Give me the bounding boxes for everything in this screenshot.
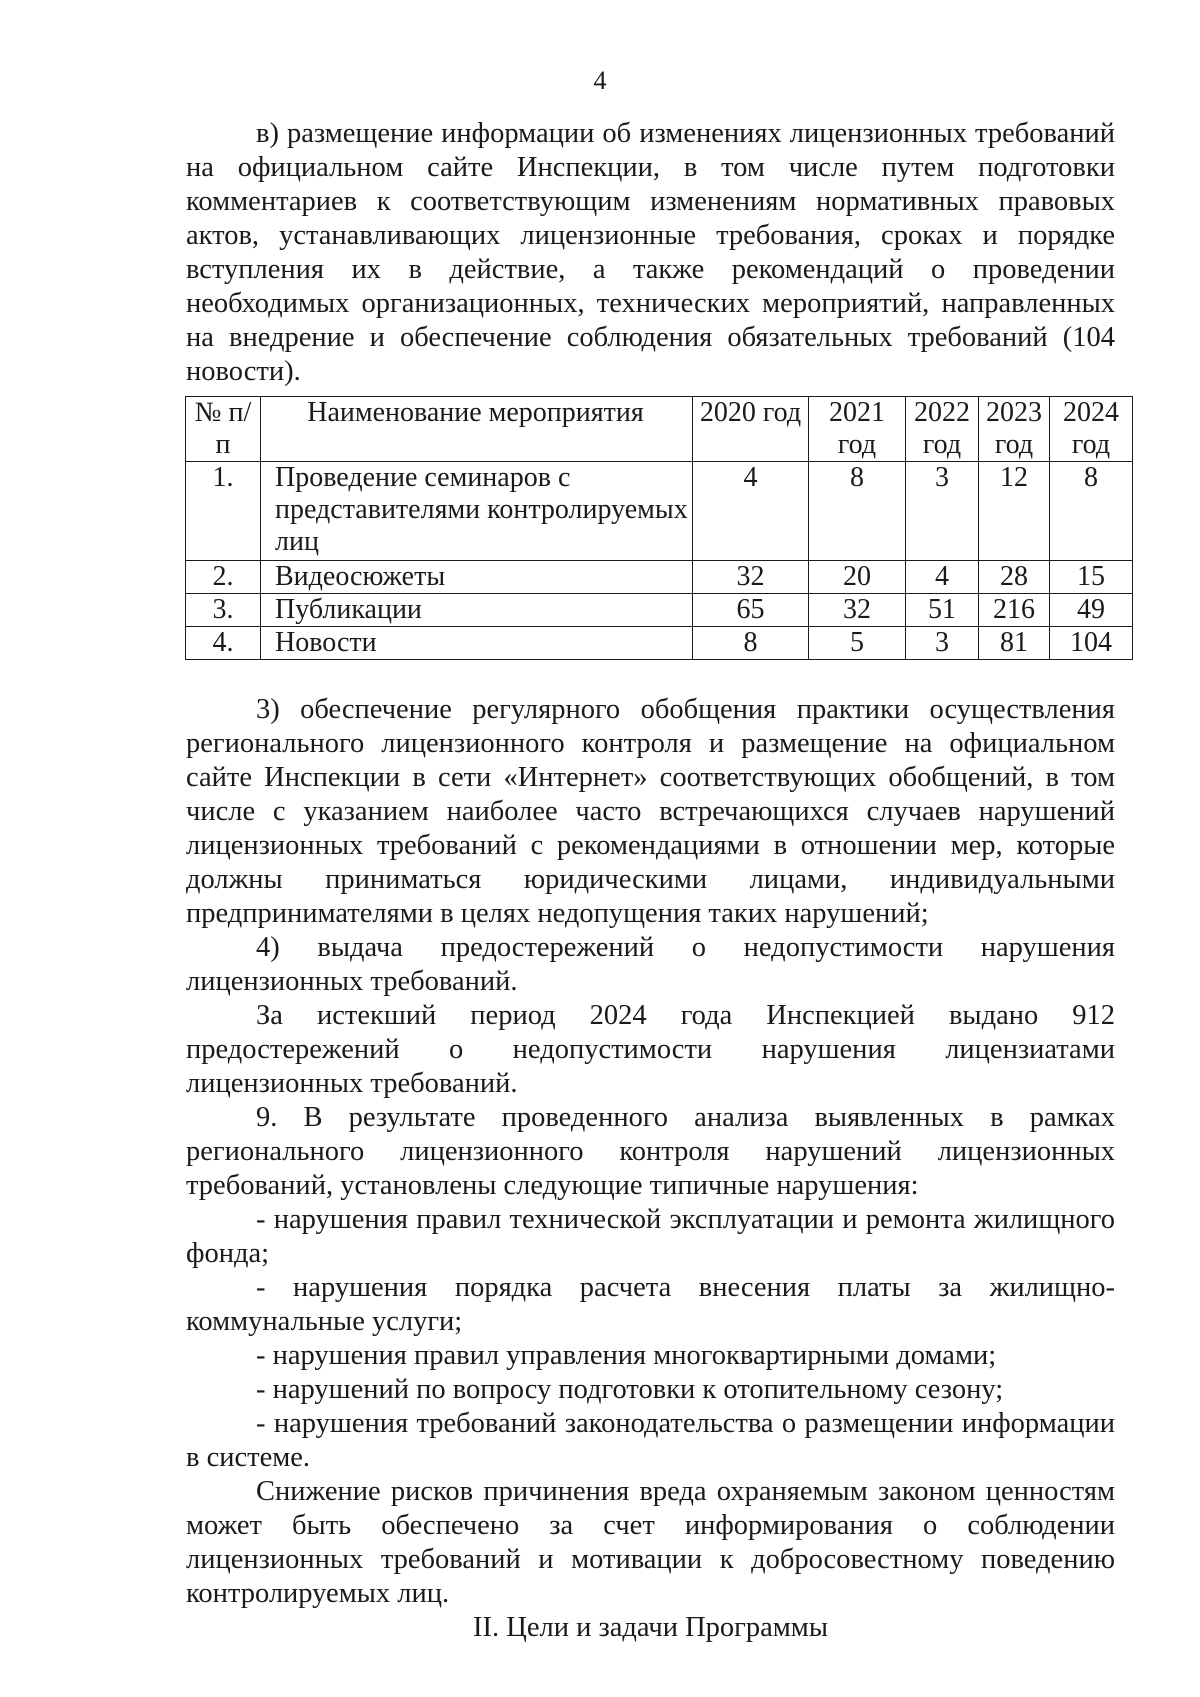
paragraph-risk: Снижение рисков причинения вреда охраняемым законом ценностям может быть обеспечено за счет информирования о соблюдении лицензионных требований и мотивации к добросовестному поведению контролируемых лиц. [186,1476,1115,1609]
cell-num: 4. [186,627,261,660]
cell-2021: 5 [809,627,906,660]
header-2024: 2024 год [1050,397,1133,462]
paragraph-item-9: 9. В результате проведенного анализа выявленных в рамках регионального лицензионного контроля нарушений лицензионных требований, установлены следующие типичные нарушения: [186,1102,1115,1201]
cell-2022: 51 [906,594,979,627]
cell-2021: 32 [809,594,906,627]
cell-name: Публикации [261,594,693,627]
cell-2023: 81 [979,627,1050,660]
cell-2020: 8 [693,627,809,660]
cell-name: Новости [261,627,693,660]
cell-2022: 3 [906,627,979,660]
header-num: № п/п [186,397,261,462]
bullet-violation-2: - нарушения порядка расчета внесения платы за жилищно-коммунальные услуги; [186,1272,1115,1337]
bullet-violation-1: - нарушения правил технической эксплуатации и ремонта жилищного фонда; [186,1204,1115,1269]
cell-2020: 4 [693,462,809,561]
paragraph-item-4: 4) выдача предостережений о недопустимости нарушения лицензионных требований. [186,932,1115,997]
measures-table [185,396,1133,660]
paragraph-period: За истекший период 2024 года Инспекцией выдано 912 предостережений о недопустимости нарушения лицензиатами лицензионных требований. [186,1000,1115,1099]
cell-2024: 49 [1050,594,1133,627]
body-paragraph-block [186,693,1115,1645]
cell-2022: 3 [906,462,979,561]
header-name: Наименование мероприятия [261,397,693,462]
table-row [186,594,1133,627]
table-row [186,561,1133,594]
cell-num: 1. [186,462,261,561]
intro-paragraph-block [186,117,1115,389]
bullet-violation-3: - нарушения правил управления многоквартирными домами; [256,1340,997,1371]
cell-name: Видеосюжеты [261,561,693,594]
cell-2021: 8 [809,462,906,561]
cell-num: 2. [186,561,261,594]
header-2021: 2021 год [809,397,906,462]
cell-2020: 32 [693,561,809,594]
cell-2021: 20 [809,561,906,594]
header-2020: 2020 год [693,397,809,462]
table-row [186,627,1133,660]
measures-table-wrap [185,396,1133,660]
bullet-violation-4: - нарушений по вопросу подготовки к отопительному сезону; [256,1374,1004,1405]
table-row [186,462,1133,561]
header-2023: 2023 год [979,397,1050,462]
section-title: II. Цели и задачи Программы [473,1612,828,1643]
cell-num: 3. [186,594,261,627]
cell-2022: 4 [906,561,979,594]
cell-2024: 8 [1050,462,1133,561]
table-header-row [186,397,1133,462]
page-number: 4 [593,66,607,95]
cell-2020: 65 [693,594,809,627]
cell-2023: 28 [979,561,1050,594]
paragraph-item-v: в) размещение информации об изменениях лицензионных требований на официальном сайте Инспекции, в том числе путем подготовки комментариев к соответствующим изменениям нормативных правовых актов, устанавливающих лицензионные требования, сроках и порядке вступления их в действие, а также рекомендаций о проведении необходимых организационных, технических мероприятий, направленных на внедрение и обеспечение соблюдения обязательных требований (104 новости). [186,118,1115,387]
paragraph-item-3: 3) обеспечение регулярного обобщения практики осуществления регионального лицензионного контроля и размещение на официальном сайте Инспекции в сети «Интернет» соответствующих обобщений, в том числе с указанием наиболее часто встречающихся случаев нарушений лицензионных требований с рекомендациями в отношении мер, которые должны приниматься юридическими лицами, индивидуальными предпринимателями в целях недопущения таких нарушений; [186,694,1115,929]
cell-name: Проведение семинаров с представителями контролируемых лиц [261,462,693,561]
cell-2023: 12 [979,462,1050,561]
header-2022: 2022 год [906,397,979,462]
cell-2024: 15 [1050,561,1133,594]
cell-2024: 104 [1050,627,1133,660]
bullet-violation-5: - нарушения требований законодательства о размещении информации в системе. [186,1408,1115,1473]
cell-2023: 216 [979,594,1050,627]
